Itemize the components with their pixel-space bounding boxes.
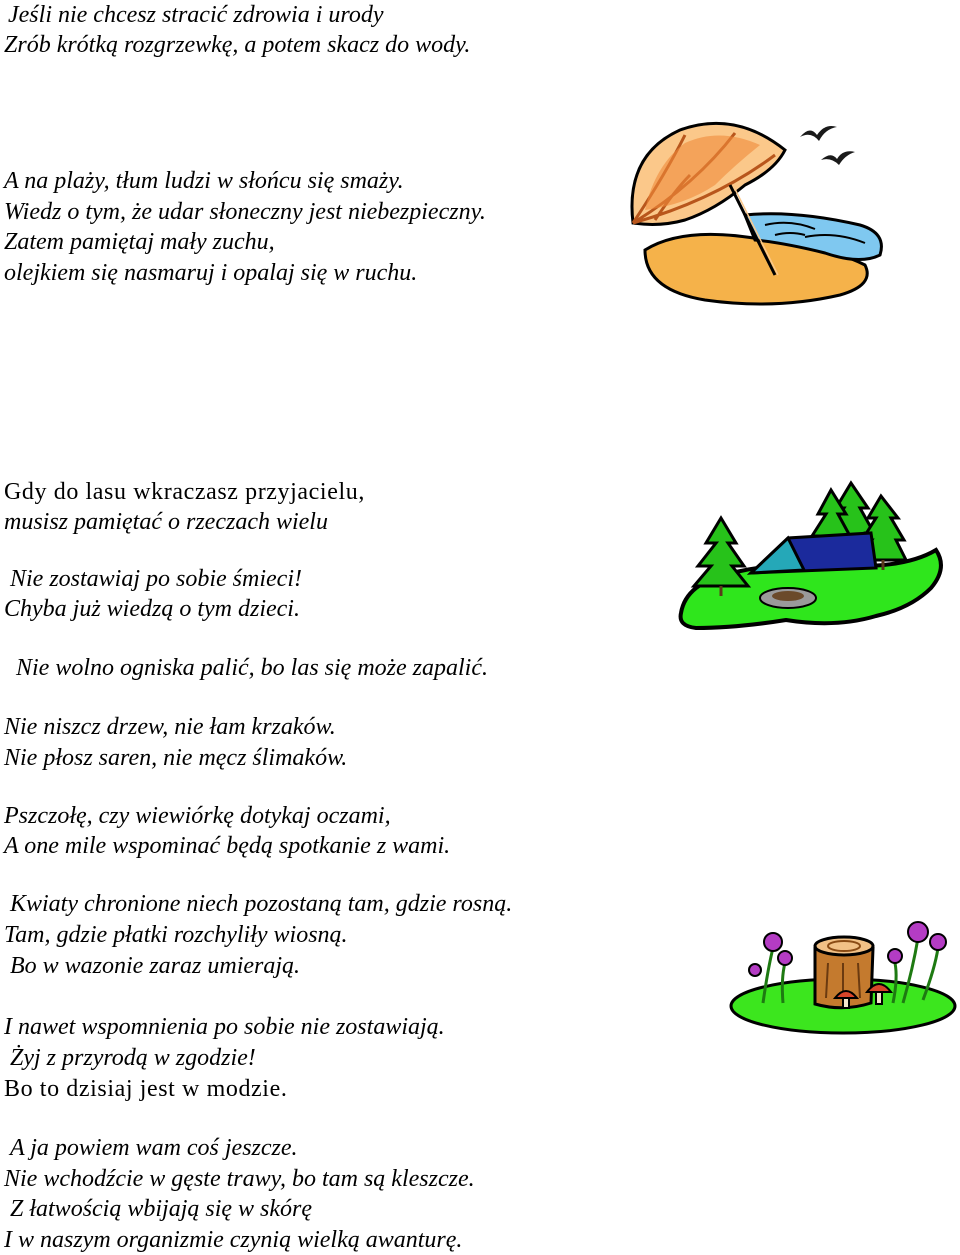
poem-line: Nie płosz saren, nie męcz ślimaków. (4, 745, 348, 771)
poem-line: Wiedz o tym, że udar słoneczny jest niebezpieczny. (4, 199, 486, 225)
poem-line: Tam, gdzie płatki rozchyliły wiosną. (4, 922, 348, 948)
poem-line: olejkiem się nasmaruj i opalaj się w ruchu. (4, 260, 418, 286)
poem-line: Nie niszcz drzew, nie łam krzaków. (4, 714, 336, 740)
poem-line: Jeśli nie chcesz stracić zdrowia i urody (8, 2, 384, 28)
poem-line: Gdy do lasu wkraczasz przyjacielu, (4, 479, 365, 505)
poem-line: Pszczołę, czy wiewiórkę dotykaj oczami, (4, 803, 391, 829)
poem-line: Żyj z przyrodą w zgodzie! (10, 1045, 256, 1071)
poem-line: A na plaży, tłum ludzi w słońcu się smaży. (4, 168, 404, 194)
poem-line: Chyba już wiedzą o tym dzieci. (4, 596, 300, 622)
poem-line: I w naszym organizmie czynią wielką awanturę. (4, 1227, 463, 1253)
poem-line: Nie zostawiaj po sobie śmieci! (10, 566, 302, 592)
beach-umbrella-icon (625, 115, 890, 310)
poem-line: Kwiaty chronione niech pozostaną tam, gdzie rosną. (10, 891, 513, 917)
poem-line: Nie wolno ogniska palić, bo las się może zapalić. (16, 655, 488, 681)
poem-line: Zatem pamiętaj mały zuchu, (4, 229, 275, 255)
poem-line: Z łatwością wbijają się w skórę (10, 1196, 313, 1222)
poem-line: A one mile wspominać będą spotkanie z wami. (4, 833, 451, 859)
tree-stump-flowers-icon (723, 908, 958, 1038)
poem-line: Bo to dzisiaj jest w modzie. (4, 1076, 288, 1102)
poem-line: Bo w wazonie zaraz umierają. (10, 953, 301, 979)
poem-line: A ja powiem wam coś jeszcze. (10, 1135, 298, 1161)
poem-line: Zrób krótką rozgrzewkę, a potem skacz do wody. (4, 32, 471, 58)
poem-line: Nie wchodźcie w gęste trawy, bo tam są kleszcze. (4, 1166, 475, 1192)
tent-forest-icon (676, 478, 954, 638)
poem-line: I nawet wspomnienia po sobie nie zostawiają. (4, 1014, 445, 1040)
poem-line: musisz pamiętać o rzeczach wielu (4, 509, 328, 535)
